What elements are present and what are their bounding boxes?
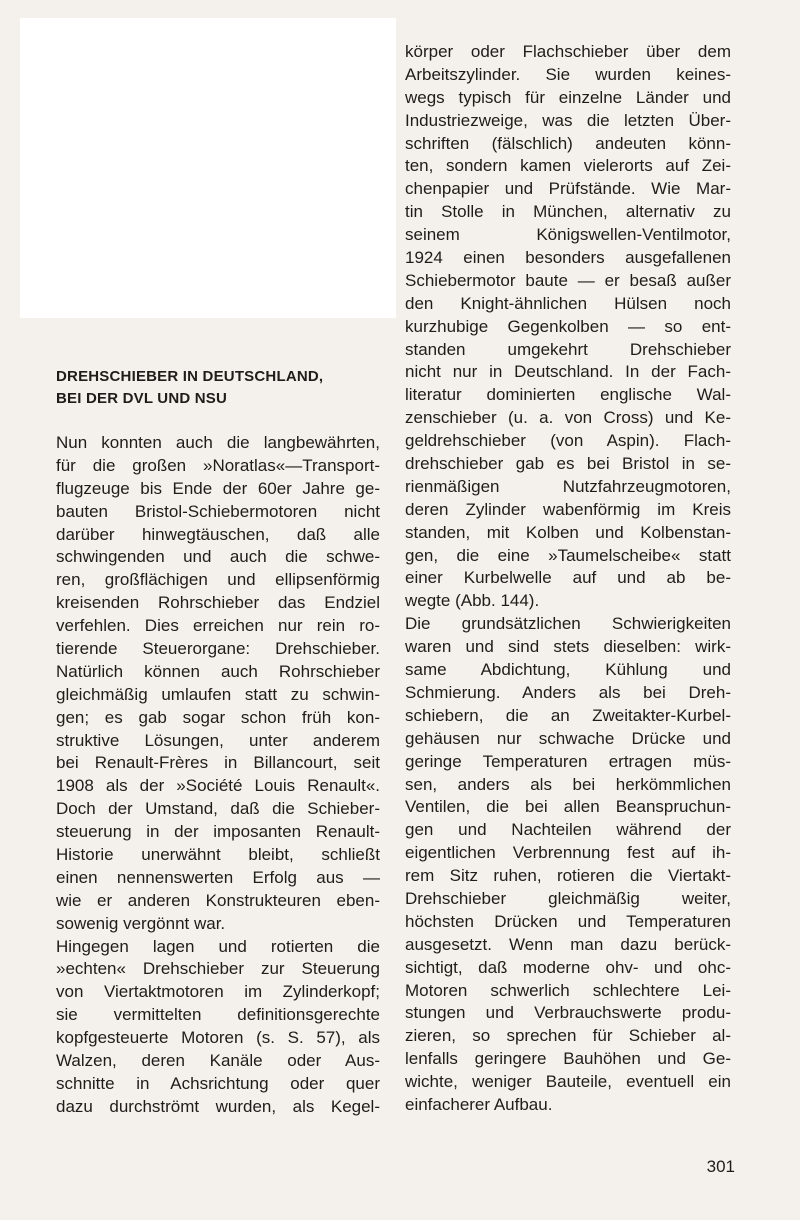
heading-line: BEI DER DVL UND NSU — [56, 390, 228, 407]
text-line: schwingenden und auch die schwe- — [56, 547, 380, 567]
text-line: seinem Königswellen-Ventilmotor, — [405, 225, 731, 245]
text-line: dazu durchströmt wurden, als Kegel- — [56, 1096, 380, 1116]
text-line: darüber hinwegtäuschen, daß alle — [56, 524, 380, 544]
text-line: gen, die eine »Taumelscheibe« statt — [405, 545, 731, 565]
text-line: höchsten Drücken und Temperaturen — [405, 911, 731, 931]
text-line: ausgesetzt. Wenn man dazu berück- — [405, 934, 731, 954]
text-line: wegte (Abb. 144). — [405, 591, 540, 611]
text-line: körper oder Flachschieber über dem — [405, 42, 731, 61]
text-line: wichte, weniger Bauteile, eventuell ein — [405, 1072, 731, 1092]
text-line: einer Kurbelwelle auf und ab be- — [405, 568, 731, 588]
text-line: bei Renault-Frères in Billancourt, seit — [56, 753, 380, 773]
text-line: nicht nur in Deutschland. In der Fach- — [405, 362, 731, 382]
text-line: Historie unerwähnt bleibt, schließt — [56, 845, 380, 865]
text-line: gehäusen nur schwache Drücke und — [405, 728, 731, 748]
text-line: eigentlichen Verbrennung fest auf ih- — [405, 843, 731, 863]
text-line: 1908 als der »Société Louis Renault«. — [56, 776, 380, 796]
text-line: deren Zylinder wabenförmig im Kreis — [405, 499, 731, 519]
text-line: ren, großflächigen und ellipsenförmig — [56, 570, 380, 590]
section-heading — [56, 366, 356, 410]
text-line: literatur dominierten englische Wal- — [405, 385, 731, 405]
text-line: zenschieber (u. a. von Cross) und Ke- — [405, 408, 731, 428]
text-line: gleichmäßig umlaufen statt zu schwin- — [56, 684, 380, 704]
page-number: 301 — [706, 1157, 735, 1176]
text-line: sen, anders als bei herkömmlichen — [405, 774, 731, 794]
text-line: standen, mit Kolben und Kolbenstan- — [405, 522, 731, 542]
image-placeholder — [20, 18, 396, 318]
heading-line: DREHSCHIEBER IN DEUTSCHLAND, — [56, 368, 324, 385]
text-line: sichtigt, daß moderne ohv- und ohc- — [405, 957, 731, 977]
text-line: Nun konnten auch die langbewährten, — [56, 433, 380, 452]
text-line: zieren, so sprechen für Schieber al- — [405, 1026, 731, 1046]
text-line: Arbeitszylinder. Sie wurden keines- — [405, 64, 731, 84]
text-line: sowenig vergönnt war. — [56, 913, 226, 933]
text-line: für die großen »Noratlas«—Transport- — [56, 455, 380, 475]
text-line: tierende Steuerorgane: Drehschieber. — [56, 639, 380, 659]
text-line: Hingegen lagen und rotierten die — [56, 936, 380, 956]
text-line: 1924 einen besonders ausgefallenen — [405, 248, 731, 268]
text-line: einfacherer Aufbau. — [405, 1094, 553, 1114]
text-line: Ventilen, die bei allen Beanspruchun- — [405, 797, 731, 817]
text-line: flugzeuge bis Ende der 60er Jahre ge- — [56, 478, 380, 498]
text-column-right — [405, 41, 731, 1117]
text-line: Doch der Umstand, daß die Schieber- — [56, 799, 380, 819]
text-line: sie vermittelten definitionsgerechte — [56, 1005, 380, 1025]
text-line: wegs typisch für einzelne Länder und — [405, 87, 731, 107]
text-line: kurzhubige Gegenkolben — so ent- — [405, 316, 731, 336]
text-line: wie er anderen Konstrukteuren eben- — [56, 890, 380, 910]
text-line: Die grundsätzlichen Schwierigkeiten — [405, 614, 731, 634]
text-line: schriften (fälschlich) andeuten könn- — [405, 133, 731, 153]
text-line: struktive Lösungen, unter anderem — [56, 730, 380, 750]
text-line: rienmäßigen Nutzfahrzeugmotoren, — [405, 476, 731, 496]
text-line: Drehschieber gleichmäßig weiter, — [405, 888, 731, 908]
text-line: Industriezweige, was die letzten Über- — [405, 110, 731, 130]
text-line: ten, sondern kamen vielerorts auf Zei- — [405, 156, 731, 176]
text-line: verfehlen. Dies erreichen nur rein ro- — [56, 616, 380, 636]
text-line: same Abdichtung, Kühlung und — [405, 660, 731, 680]
text-line: Schmierung. Anders als bei Dreh- — [405, 682, 731, 702]
text-column-left — [56, 432, 380, 1119]
text-line: geringe Temperaturen ertragen müs- — [405, 751, 731, 771]
text-line: kreisenden Rohrschieber das Endziel — [56, 593, 380, 613]
text-line: einen nennenswerten Erfolg aus — — [56, 867, 380, 887]
text-line: Walzen, deren Kanäle oder Aus- — [56, 1051, 380, 1071]
text-line: kopfgesteuerte Motoren (s. S. 57), als — [56, 1028, 380, 1048]
text-line: stungen und Verbrauchswerte produ- — [405, 1003, 731, 1023]
text-line: drehschieber gab es bei Bristol in se- — [405, 454, 731, 474]
text-line: steuerung in der imposanten Renault- — [56, 822, 380, 842]
text-line: Natürlich können auch Rohrschieber — [56, 661, 380, 681]
text-line: Motoren schwerlich schlechtere Lei- — [405, 980, 731, 1000]
text-line: schiebern, die an Zweitakter-Kurbel- — [405, 705, 731, 725]
text-line: bauten Bristol-Schiebermotoren nicht — [56, 501, 380, 521]
text-line: »echten« Drehschieber zur Steuerung — [56, 959, 380, 979]
text-line: geldrehschieber (von Aspin). Flach- — [405, 431, 731, 451]
text-line: Schiebermotor baute — er besaß außer — [405, 270, 731, 290]
text-line: standen umgekehrt Drehschieber — [405, 339, 731, 359]
text-line: gen; es gab sogar schon früh kon- — [56, 707, 380, 727]
text-line: gen und Nachteilen während der — [405, 820, 731, 840]
text-line: chenpapier und Prüfstände. Wie Mar- — [405, 179, 731, 199]
text-line: den Knight-ähnlichen Hülsen noch — [405, 293, 731, 313]
text-line: rem Sitz ruhen, rotieren die Viertakt- — [405, 866, 731, 886]
text-line: von Viertaktmotoren im Zylinderkopf; — [56, 982, 380, 1002]
text-line: lenfalls geringere Bauhöhen und Ge- — [405, 1049, 731, 1069]
text-line: schnitte in Achsrichtung oder quer — [56, 1073, 380, 1093]
text-line: tin Stolle in München, alternativ zu — [405, 202, 731, 222]
text-line: waren und sind stets dieselben: wirk- — [405, 637, 731, 657]
